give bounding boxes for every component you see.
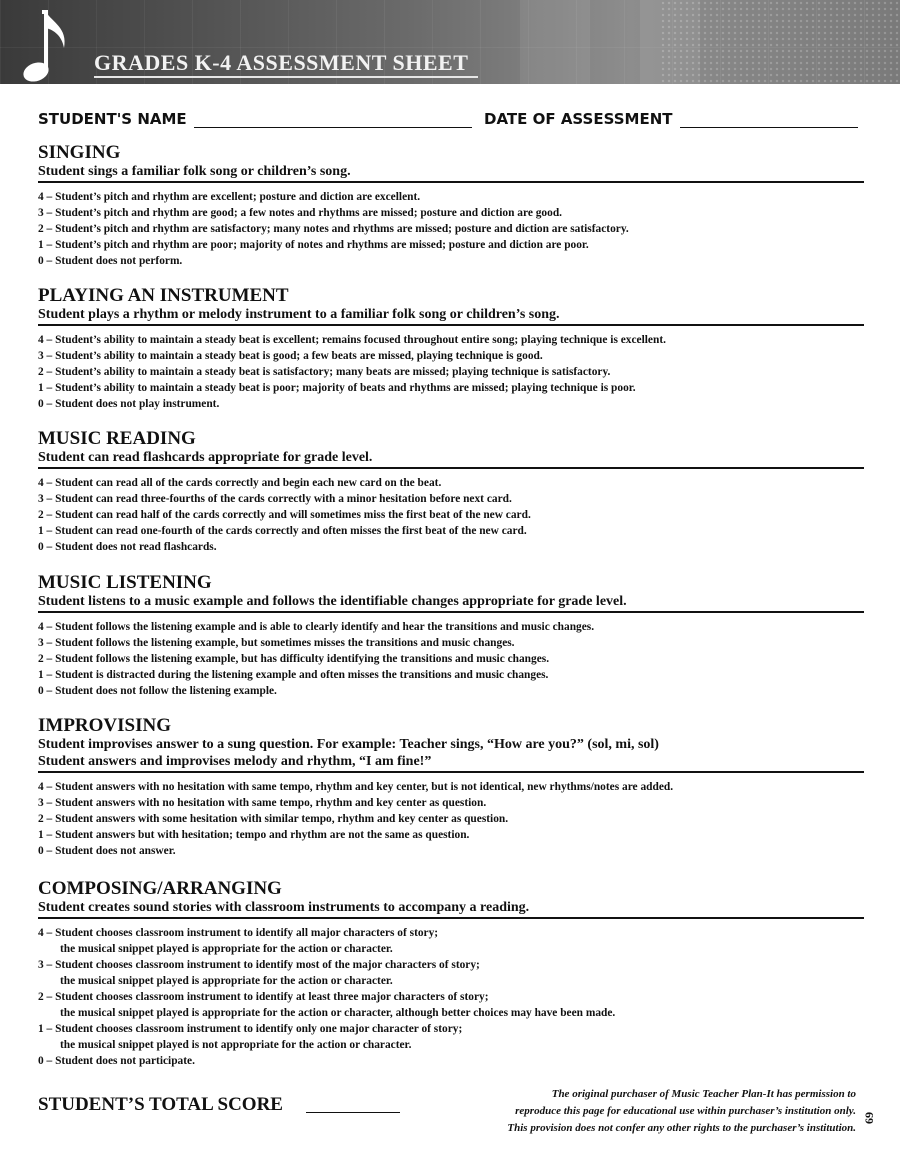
permission-line: The original purchaser of Music Teacher Plan-It has permission to [551, 1088, 856, 1100]
criteria-item: 1 – Student’s ability to maintain a steady beat is poor; majority of beats and rhythms are missed; playing technique is poor. [38, 382, 636, 394]
permission-notice [430, 1086, 856, 1137]
criteria-item: 2 – Student follows the listening example, but has difficulty identifying the transitions and music changes. [38, 653, 550, 665]
criteria-line: the musical snippet played is appropriate for the action or character. [60, 943, 393, 955]
criteria-item: 2 – Student’s pitch and rhythm are satisfactory; many notes and rhythms are missed; posture and diction are satisfactory. [38, 223, 629, 235]
criteria-item: 3 – Student answers with no hesitation with same tempo, rhythm and key center as question. [38, 797, 487, 809]
section-music-listening [38, 573, 864, 699]
criteria-line: the musical snippet played is appropriate for the action or character, although better choices may have been made. [60, 1007, 616, 1019]
criteria-item [38, 957, 864, 989]
section-singing [38, 143, 864, 269]
title-underline [94, 76, 478, 78]
criteria-item: 4 – Student answers with no hesitation with same tempo, rhythm and key center, but is not identical, new rhythms/notes are added. [38, 781, 674, 793]
criteria-item: 1 – Student’s pitch and rhythm are poor; majority of notes and rhythms are missed; posture and diction are poor. [38, 239, 589, 251]
criteria-list [38, 189, 864, 269]
criteria-item: 0 – Student does not read flashcards. [38, 541, 217, 553]
section-title: PLAYING AN INSTRUMENT [38, 285, 289, 306]
section-music-reading [38, 429, 864, 555]
section-improvising [38, 716, 864, 859]
page-title: GRADES K-4 ASSESSMENT SHEET [94, 50, 469, 75]
permission-line: reproduce this page for educational use within purchaser’s institution only. [515, 1105, 856, 1117]
criteria-line: 2 – Student chooses classroom instrument to identify at least three major characters of story; [38, 991, 489, 1003]
header-banner [0, 0, 900, 84]
banner-texture [660, 0, 900, 84]
criteria-line: 3 – Student chooses classroom instrument to identify most of the major characters of story; [38, 959, 480, 971]
criteria-line: 0 – Student does not participate. [38, 1055, 195, 1067]
student-info-row [38, 108, 860, 132]
criteria-item: 2 – Student’s ability to maintain a steady beat is satisfactory; many beats are missed; playing technique is satisfactory. [38, 366, 611, 378]
criteria-item [38, 925, 864, 957]
section-description: Student listens to a music example and follows the identifiable changes appropriate for grade level. [38, 593, 864, 613]
criteria-item: 0 – Student does not follow the listening example. [38, 685, 277, 697]
date-label: DATE OF ASSESSMENT [484, 110, 673, 128]
criteria-line: the musical snippet played is appropriate for the action or character. [60, 975, 393, 987]
criteria-item: 2 – Student can read half of the cards correctly and will sometimes miss the first beat of the new card. [38, 509, 531, 521]
criteria-line: 4 – Student chooses classroom instrument to identify all major characters of story; [38, 927, 439, 939]
date-field[interactable] [680, 127, 858, 128]
page-number: 69 [862, 1112, 876, 1124]
criteria-line: 1 – Student chooses classroom instrument to identify only one major character of story; [38, 1023, 463, 1035]
student-name-label: STUDENT'S NAME [38, 110, 187, 128]
criteria-item [38, 1021, 864, 1053]
criteria-item: 0 – Student does not play instrument. [38, 398, 220, 410]
section-playing-instrument [38, 286, 864, 412]
section-composing-arranging [38, 879, 864, 1069]
section-title: MUSIC LISTENING [38, 572, 212, 593]
criteria-item: 4 – Student’s ability to maintain a steady beat is excellent; remains focused throughout entire song; playing technique is excellent. [38, 334, 666, 346]
criteria-item: 1 – Student is distracted during the listening example and often misses the transitions and music changes. [38, 669, 549, 681]
criteria-item: 0 – Student does not perform. [38, 255, 183, 267]
criteria-list [38, 475, 864, 555]
section-description [38, 736, 864, 773]
criteria-list [38, 332, 864, 412]
music-note-icon [18, 6, 82, 86]
total-score-label: STUDENT’S TOTAL SCORE [38, 1094, 283, 1115]
criteria-list [38, 619, 864, 699]
section-description: Student plays a rhythm or melody instrument to a familiar folk song or children’s song. [38, 306, 864, 326]
section-description: Student can read flashcards appropriate for grade level. [38, 449, 864, 469]
criteria-item: 4 – Student follows the listening example and is able to clearly identify and hear the transitions and music changes. [38, 621, 595, 633]
criteria-item: 3 – Student follows the listening example, but sometimes misses the transitions and music changes. [38, 637, 515, 649]
criteria-item: 4 – Student’s pitch and rhythm are excellent; posture and diction are excellent. [38, 191, 421, 203]
criteria-list [38, 779, 864, 859]
criteria-item: 1 – Student answers but with hesitation; tempo and rhythm are not the same as question. [38, 829, 470, 841]
total-score-field[interactable] [306, 1112, 400, 1113]
criteria-line: the musical snippet played is not appropriate for the action or character. [60, 1039, 412, 1051]
section-description-line: Student answers and improvises melody and rhythm, “I am fine!” [38, 754, 432, 769]
criteria-item: 4 – Student can read all of the cards correctly and begin each new card on the beat. [38, 477, 442, 489]
criteria-item: 2 – Student answers with some hesitation with similar tempo, rhythm and key center as question. [38, 813, 509, 825]
section-description: Student creates sound stories with classroom instruments to accompany a reading. [38, 899, 864, 919]
criteria-item: 0 – Student does not answer. [38, 845, 176, 857]
section-title: COMPOSING/ARRANGING [38, 878, 282, 899]
student-name-field[interactable] [194, 127, 472, 128]
banner-panel [520, 0, 590, 84]
section-title: SINGING [38, 142, 121, 163]
section-title: MUSIC READING [38, 428, 196, 449]
criteria-item: 3 – Student’s ability to maintain a steady beat is good; a few beats are missed, playing technique is good. [38, 350, 543, 362]
criteria-item: 1 – Student can read one-fourth of the cards correctly and often misses the first beat of the new card. [38, 525, 527, 537]
criteria-list [38, 925, 864, 1069]
criteria-item: 3 – Student’s pitch and rhythm are good; a few notes and rhythms are missed; posture and diction are good. [38, 207, 563, 219]
section-title: IMPROVISING [38, 715, 172, 736]
criteria-item [38, 1053, 864, 1069]
section-description-line: Student improvises answer to a sung question. For example: Teacher sings, “How are you?” (sol, mi, sol) [38, 737, 659, 752]
criteria-item: 3 – Student can read three-fourths of the cards correctly with a minor hesitation before next card. [38, 493, 512, 505]
permission-line: This provision does not confer any other rights to the purchaser’s institution. [507, 1122, 856, 1134]
section-description: Student sings a familiar folk song or children’s song. [38, 163, 864, 183]
criteria-item [38, 989, 864, 1021]
